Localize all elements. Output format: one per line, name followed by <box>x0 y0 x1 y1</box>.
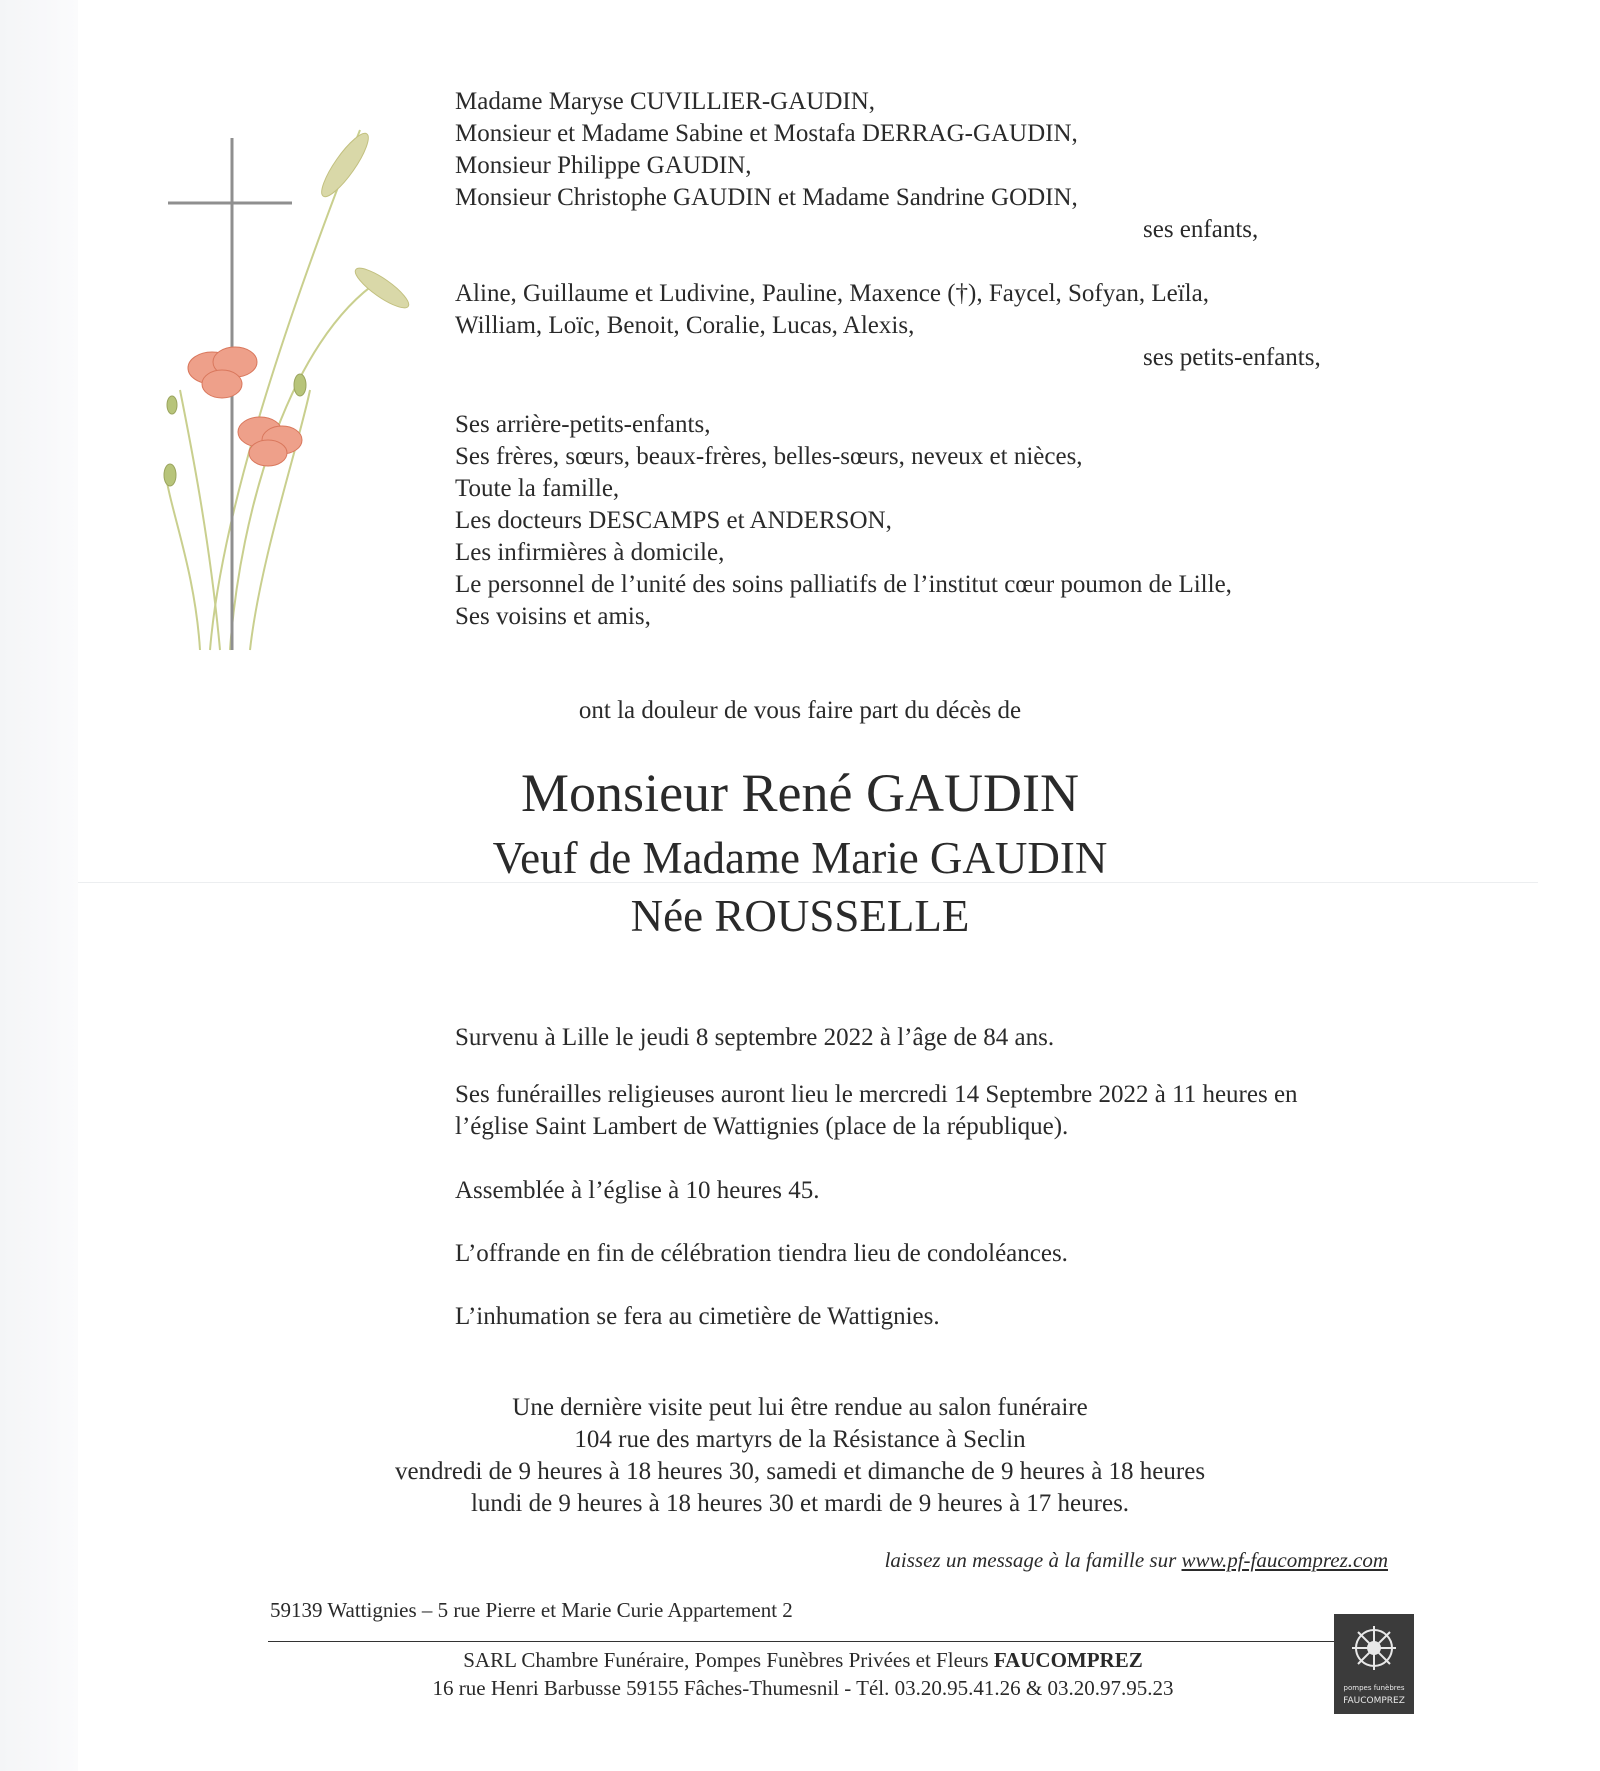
relative-line: Ses arrière-petits-enfants, <box>455 411 711 438</box>
visit-block <box>0 1392 1600 1520</box>
children-label: ses enfants, <box>1143 216 1259 243</box>
child-line: Monsieur et Madame Sabine et Mostafa DERRAG-GAUDIN, <box>455 120 1078 147</box>
children-block <box>455 86 1258 246</box>
funeral-details-line2: l’église Saint Lambert de Wattignies (place de la république). <box>455 1113 1069 1140</box>
wheat-ears <box>315 128 413 314</box>
poppy-flower-upper <box>188 347 257 398</box>
relative-line: Toute la famille, <box>455 475 620 502</box>
grandchild-line: William, Loïc, Benoit, Coralie, Lucas, Alexis, <box>455 312 915 339</box>
wheat-stems <box>165 130 380 650</box>
web-message-prefix: laissez un message à la famille sur <box>884 1548 1177 1572</box>
footer-company-name: SARL Chambre Funéraire, Pompes Funèbres Privées et Fleurs <box>463 1648 989 1672</box>
child-line: Madame Maryse CUVILLIER-GAUDIN, <box>455 88 876 115</box>
logo-subtitle: pompes funèbres <box>1343 1684 1405 1692</box>
child-line: Monsieur Philippe GAUDIN, <box>455 152 752 179</box>
relative-line: Les docteurs DESCAMPS et ANDERSON, <box>455 507 892 534</box>
child-line: Monsieur Christophe GAUDIN et Madame Sandrine GODIN, <box>455 184 1078 211</box>
deceased-name: Monsieur René GAUDIN <box>521 763 1079 823</box>
flower-emblem-icon <box>1334 1614 1414 1684</box>
visit-line: 104 rue des martyrs de la Résistance à Seclin <box>574 1426 1026 1453</box>
grandchildren-block <box>455 278 1321 374</box>
relative-line: Ses frères, sœurs, beaux-frères, belles-sœurs, neveux et nièces, <box>455 443 1083 470</box>
relative-line: Le personnel de l’unité des soins palliatifs de l’institut cœur poumon de Lille, <box>455 571 1232 598</box>
funeral-details-line1: Ses funérailles religieuses auront lieu le mercredi 14 Septembre 2022 à 11 heures en <box>455 1081 1298 1108</box>
death-details: Survenu à Lille le jeudi 8 septembre 2022 à l’âge de 84 ans. <box>455 1024 1055 1051</box>
logo-name: FAUCOMPREZ <box>1343 1696 1405 1706</box>
family-address: 59139 Wattignies – 5 rue Pierre et Marie Curie Appartement 2 <box>270 1598 793 1622</box>
grandchild-line: Aline, Guillaume et Ludivine, Pauline, Maxence (†), Faycel, Sofyan, Leïla, <box>455 280 1209 307</box>
relative-line: Ses voisins et amis, <box>455 603 651 630</box>
grandchildren-label: ses petits-enfants, <box>1143 344 1321 371</box>
deceased-maiden-name: Née ROUSSELLE <box>630 891 970 941</box>
visit-line: lundi de 9 heures à 18 heures 30 et mardi de 9 heures à 17 heures. <box>470 1490 1130 1517</box>
burial-details: L’inhumation se fera au cimetière de Wattignies. <box>455 1303 940 1330</box>
deceased-widow-of: Veuf de Madame Marie GAUDIN <box>492 833 1108 883</box>
website-link[interactable]: www.pf-faucomprez.com <box>1181 1548 1388 1572</box>
visit-line: vendredi de 9 heures à 18 heures 30, samedi et dimanche de 9 heures à 18 heures <box>394 1458 1206 1485</box>
offering-details: L’offrande en fin de célébration tiendra lieu de condoléances. <box>455 1240 1068 1267</box>
visit-line: Une dernière visite peut lui être rendue au salon funéraire <box>512 1394 1088 1421</box>
web-message <box>885 1548 1388 1573</box>
footer-divider <box>268 1641 1338 1642</box>
relative-line: Les infirmières à domicile, <box>455 539 725 566</box>
footer-company-line <box>268 1648 1338 1673</box>
cross-poppies-illustration <box>150 110 450 670</box>
company-logo <box>1334 1614 1414 1714</box>
assembly-details: Assemblée à l’église à 10 heures 45. <box>455 1177 820 1204</box>
announcement-intro: ont la douleur de vous faire part du décès de <box>578 697 1022 724</box>
footer-brand: FAUCOMPREZ <box>993 1648 1143 1672</box>
footer-contact-line: 16 rue Henri Barbusse 59155 Fâches-Thumesnil - Tél. 03.20.95.41.26 & 03.20.97.95.23 <box>432 1676 1174 1700</box>
other-relatives-block <box>455 409 1232 633</box>
